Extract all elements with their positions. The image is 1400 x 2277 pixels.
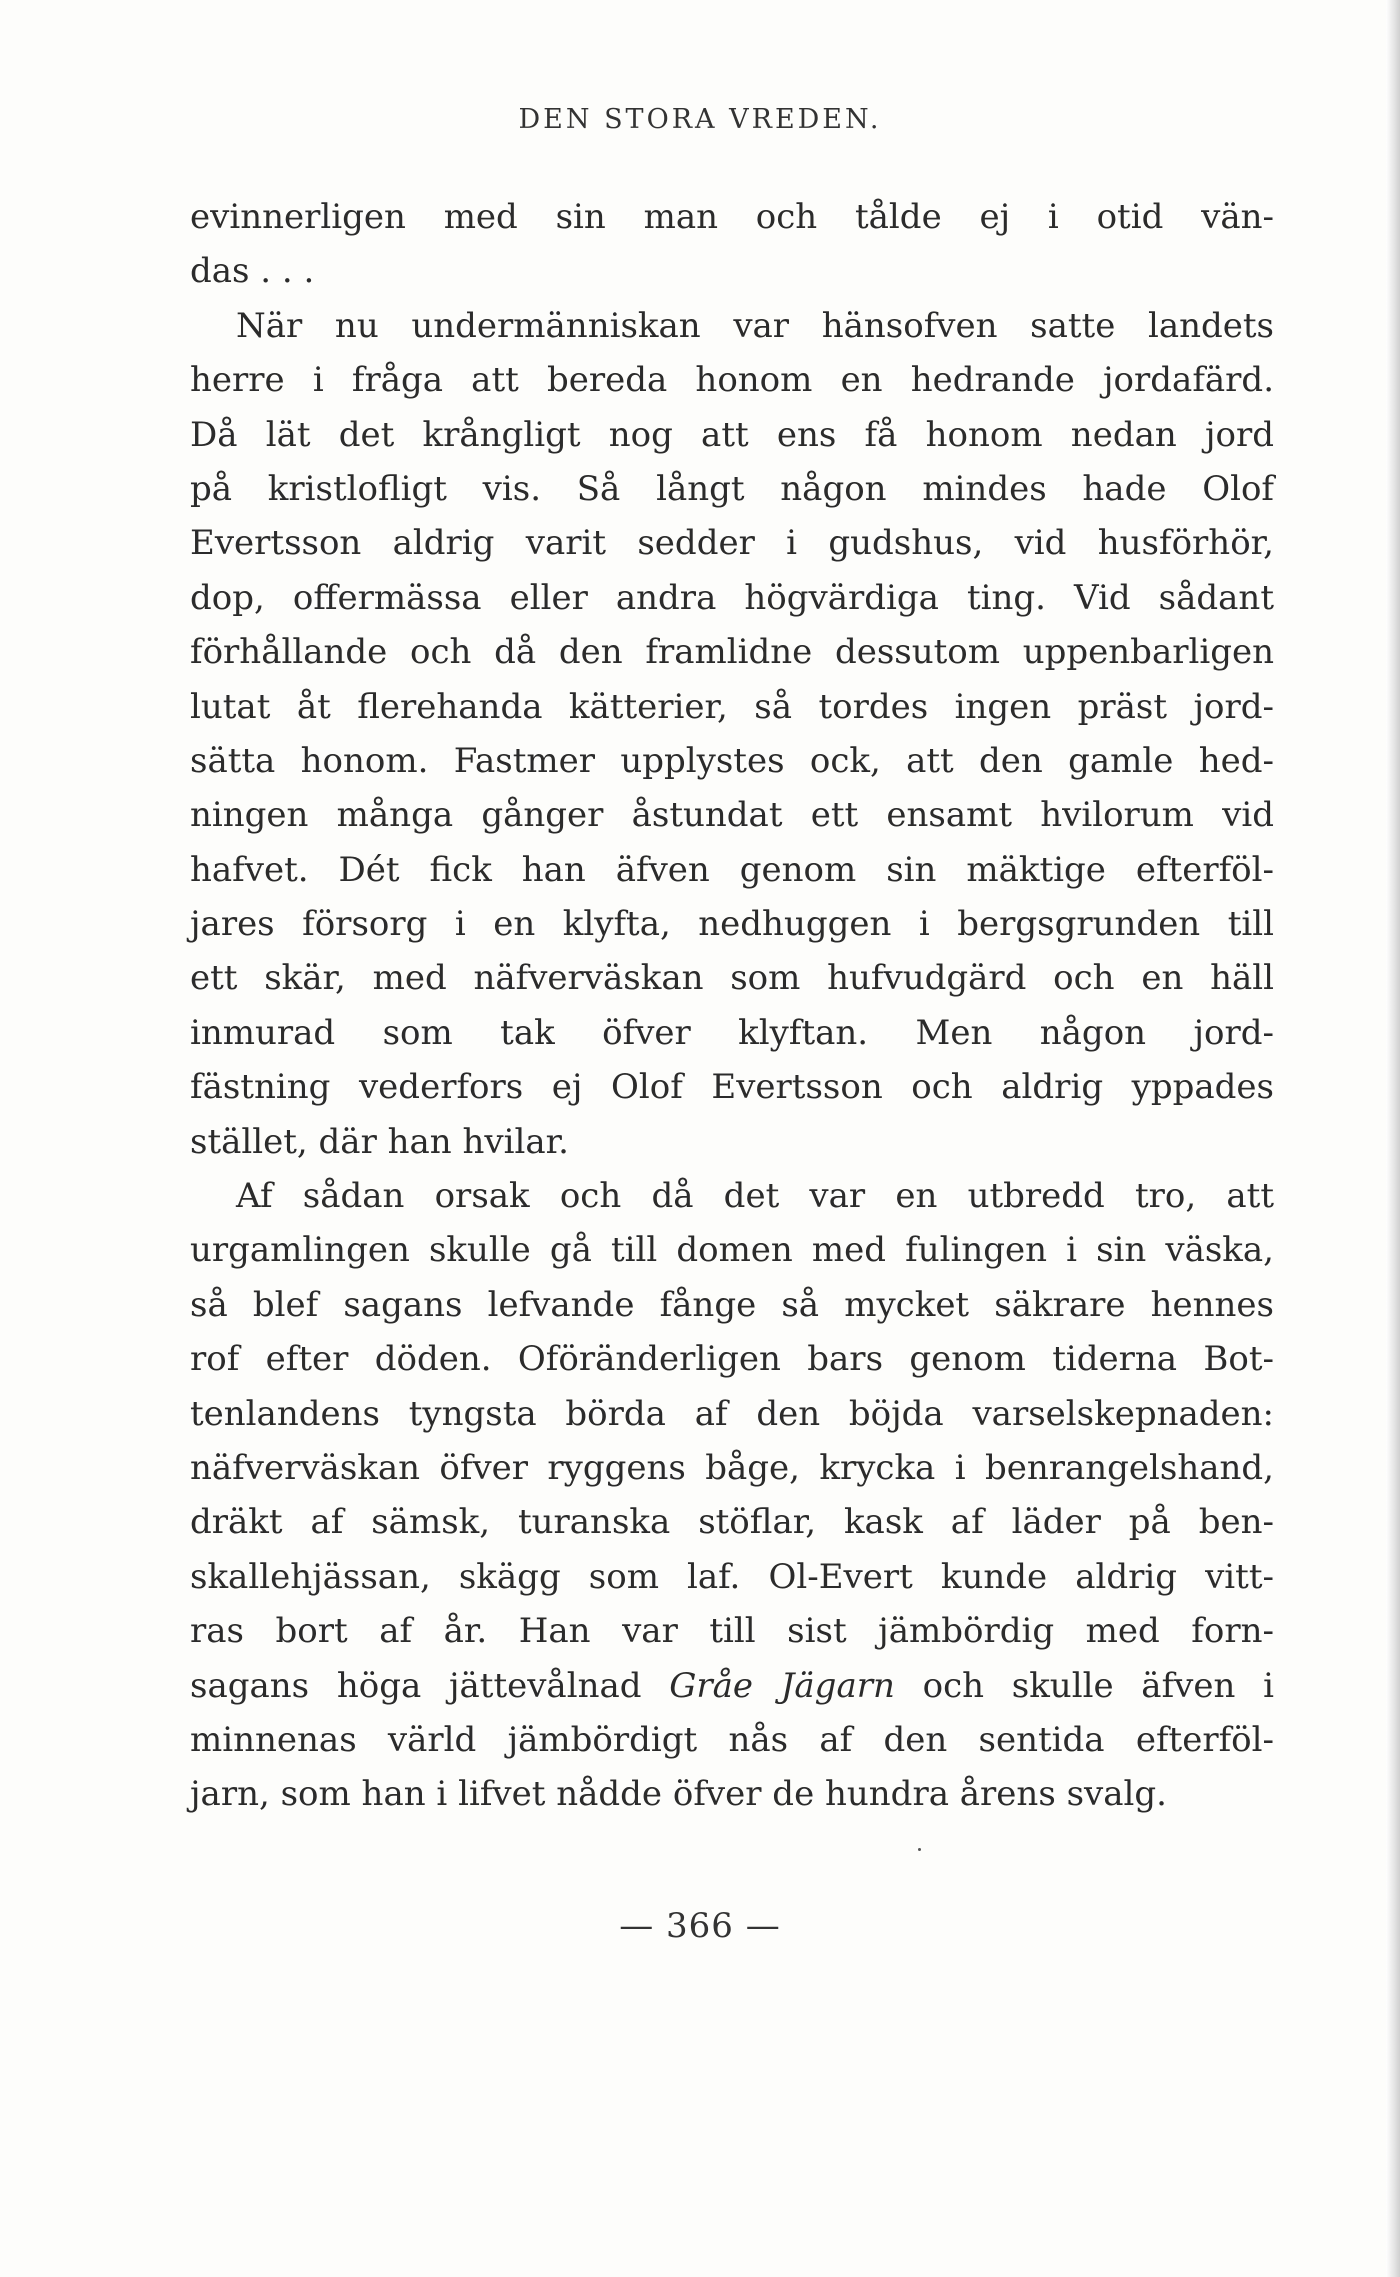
text-line: jares försorg i en klyfta, nedhuggen i bergsgrunden till <box>190 904 1274 945</box>
text-line: minnenas värld jämbördigt nås af den sentida efterföl- <box>190 1719 1274 1760</box>
text-line: rof efter döden. Oföränderligen bars genom tiderna Bot- <box>190 1339 1274 1380</box>
text-line: När nu undermänniskan var hänsofven satte landets <box>236 305 1274 346</box>
text-line: så blef sagans lefvande fånge så mycket säkrare hennes <box>190 1284 1274 1325</box>
text-line: dräkt af sämsk, turanska stöflar, kask af läder på ben- <box>190 1502 1274 1543</box>
text-line: evinnerligen med sin man och tålde ej i otid vän- <box>190 197 1274 237</box>
text-line: hafvet. Dét fick han äfven genom sin mäktige efterföl- <box>190 849 1274 890</box>
text-line: på kristlofligt vis. Så långt någon mindes hade Olof <box>190 468 1274 509</box>
text-line: fästning vederfors ej Olof Evertsson och aldrig yppades <box>190 1067 1274 1108</box>
italic-name: Gråe Jägarn <box>669 1665 895 1706</box>
text-line: Af sådan orsak och då det var en utbredd tro, att <box>236 1176 1274 1217</box>
text-line: ningen många gånger åstundat ett ensamt hvilorum vid <box>190 795 1274 836</box>
text-line: sätta honom. Fastmer upplystes ock, att den gamle hed- <box>190 740 1274 781</box>
text-line: inmurad som tak öfver klyftan. Men någon jord- <box>190 1012 1274 1053</box>
text-line: dop, offermässa eller andra högvärdiga ting. Vid sådant <box>190 577 1274 618</box>
text-line: Då lät det krångligt nog att ens få honom nedan jord <box>190 414 1274 455</box>
text-line: lutat åt flerehanda kätterier, så tordes ingen präst jord- <box>190 686 1274 727</box>
text-line: das . . . <box>190 251 315 292</box>
text-line: Evertsson aldrig varit sedder i gudshus, vid husförhör, <box>190 523 1274 564</box>
page-number: — 366 — <box>619 1906 781 1946</box>
text-line: herre i fråga att bereda honom en hedrande jordafärd. <box>190 360 1274 401</box>
stray-dot <box>918 1848 921 1851</box>
text-run: sagans höga jättevålnad <box>190 1665 642 1706</box>
text-line: förhållande och då den framlidne dessutom uppenbarligen <box>190 632 1274 673</box>
body-text <box>190 190 1274 1822</box>
text-line: näfverväskan öfver ryggens båge, krycka i benrangelshand, <box>190 1447 1274 1488</box>
running-title: DEN STORA VREDEN. <box>518 104 882 135</box>
text-line: tenlandens tyngsta börda af den böjda varselskepnaden: <box>190 1393 1274 1434</box>
text-run: och skulle äfven i <box>922 1665 1274 1706</box>
text-line: urgamlingen skulle gå till domen med fulingen i sin väska, <box>190 1230 1274 1271</box>
text-line-mixed <box>190 1659 1274 1713</box>
text-line: ett skär, med näfverväskan som hufvudgärd och en häll <box>190 958 1274 999</box>
text-line: ras bort af år. Han var till sist jämbördig med forn- <box>190 1611 1274 1652</box>
text-line: skallehjässan, skägg som laf. Ol-Evert kunde aldrig vitt- <box>190 1556 1274 1597</box>
text-line: stället, där han hvilar. <box>190 1121 569 1162</box>
text-line: jarn, som han i lifvet nådde öfver de hundra årens svalg. <box>190 1774 1167 1815</box>
